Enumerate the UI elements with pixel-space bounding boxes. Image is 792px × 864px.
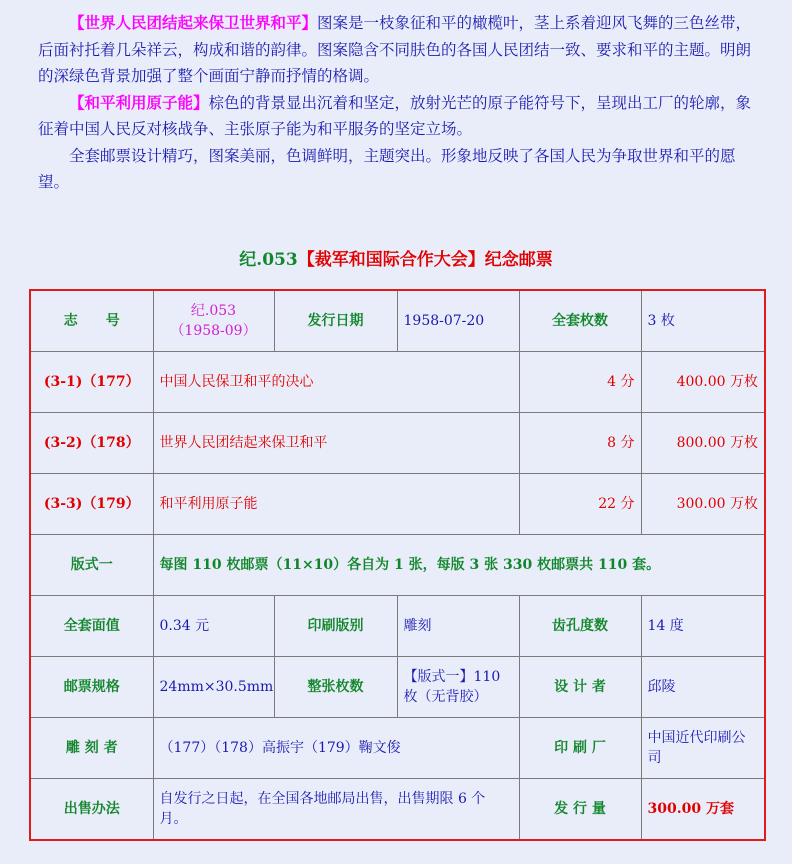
stamp-qty-cell: 800.00 万枚 — [641, 413, 765, 474]
table-row — [30, 413, 765, 474]
set-count-cell: 3 枚 — [641, 290, 765, 352]
stamp-title-highlight: 【世界人民团结起来保卫世界和平】 — [69, 13, 318, 32]
intro-paragraph-2: 【和平利用原子能】棕色的背景显出沉着和坚定，放射光芒的原子能符号下，呈现出工厂的轮廓，象征着中国人民反对核战争、主张原子能为和平服务的坚定立场。 — [38, 92, 752, 138]
stamp-qty-cell: 300.00 万枚 — [641, 474, 765, 535]
perforation-cell: 14 度 — [641, 596, 765, 657]
stamp-info-table — [29, 289, 766, 841]
print-type-cell: 雕刻 — [397, 596, 519, 657]
page-title — [0, 245, 792, 270]
title-name: 【裁军和国际合作大会】纪念邮票 — [297, 250, 553, 270]
stamp-value-cell: 22 分 — [519, 474, 641, 535]
label-cell: 印 刷 厂 — [519, 718, 641, 779]
label-cell: 志 号 — [30, 290, 153, 352]
label-cell: 整张枚数 — [274, 657, 397, 718]
sale-method-cell: 自发行之日起，在全国各地邮局出售，出售期限 6 个月。 — [153, 779, 519, 841]
table-row — [30, 474, 765, 535]
stamp-code-cell: (3-3)（179） — [30, 474, 153, 535]
issue-volume-cell: 300.00 万套 — [641, 779, 765, 841]
stamp-value-cell: 4 分 — [519, 352, 641, 413]
label-cell: 全套面值 — [30, 596, 153, 657]
stamp-title-highlight: 【和平利用原子能】 — [69, 92, 209, 112]
issue-date-cell: 1958-07-20 — [397, 290, 519, 352]
label-cell: 雕 刻 者 — [30, 718, 153, 779]
sheet-count-cell: 【版式一】110 枚（无背胶） — [397, 657, 519, 718]
face-value-cell: 0.34 元 — [153, 596, 274, 657]
label-cell: 发行日期 — [274, 290, 397, 352]
format-cell: 每图 110 枚邮票（11×10）各自为 1 张，每版 3 张 330 枚邮票共 110 套。 — [153, 535, 765, 596]
title-code: 纪.053 — [239, 250, 298, 270]
designer-cell: 邱陵 — [641, 657, 765, 718]
label-cell: 印刷版别 — [274, 596, 397, 657]
label-cell: 齿孔度数 — [519, 596, 641, 657]
stamp-code-cell: (3-2)（178） — [30, 413, 153, 474]
intro-paragraph-1: 【世界人民团结起来保卫世界和平】图案是一枝象征和平的橄榄叶，茎上系着迎风飞舞的三色丝带，后面衬托着几朵祥云，构成和谐的韵律。图案隐含不同肤色的各国人民团结一致、要求和平的主题。明朗的深绿色背景加强了整个画面宁静而抒情的格调。 — [38, 13, 752, 85]
label-cell: 出售办法 — [30, 779, 153, 841]
label-cell: 发 行 量 — [519, 779, 641, 841]
engraver-cell: （177）（178）高振宇（179）鞠文俊 — [153, 718, 519, 779]
stamp-name-cell: 世界人民团结起来保卫和平 — [153, 413, 519, 474]
label-cell: 版式一 — [30, 535, 153, 596]
table-row — [30, 290, 765, 352]
label-cell: 邮票规格 — [30, 657, 153, 718]
table-row — [30, 779, 765, 841]
table-row — [30, 535, 765, 596]
label-cell: 全套枚数 — [519, 290, 641, 352]
table-row — [30, 657, 765, 718]
stamp-qty-cell: 400.00 万枚 — [641, 352, 765, 413]
table-row — [30, 352, 765, 413]
stamp-value-cell: 8 分 — [519, 413, 641, 474]
stamp-size-cell: 24mm×30.5mm — [153, 657, 274, 718]
intro-text — [38, 10, 758, 196]
label-cell: 设 计 者 — [519, 657, 641, 718]
printer-cell: 中国近代印刷公司 — [641, 718, 765, 779]
table-row — [30, 596, 765, 657]
intro-paragraph-3: 全套邮票设计精巧，图案美丽，色调鲜明，主题突出。形象地反映了各国人民为争取世界和平的愿望。 — [38, 146, 736, 191]
table-row — [30, 718, 765, 779]
issue-number-cell: 纪.053 （1958-09） — [153, 290, 274, 352]
stamp-name-cell: 中国人民保卫和平的决心 — [153, 352, 519, 413]
stamp-code-cell: (3-1)（177） — [30, 352, 153, 413]
stamp-name-cell: 和平利用原子能 — [153, 474, 519, 535]
